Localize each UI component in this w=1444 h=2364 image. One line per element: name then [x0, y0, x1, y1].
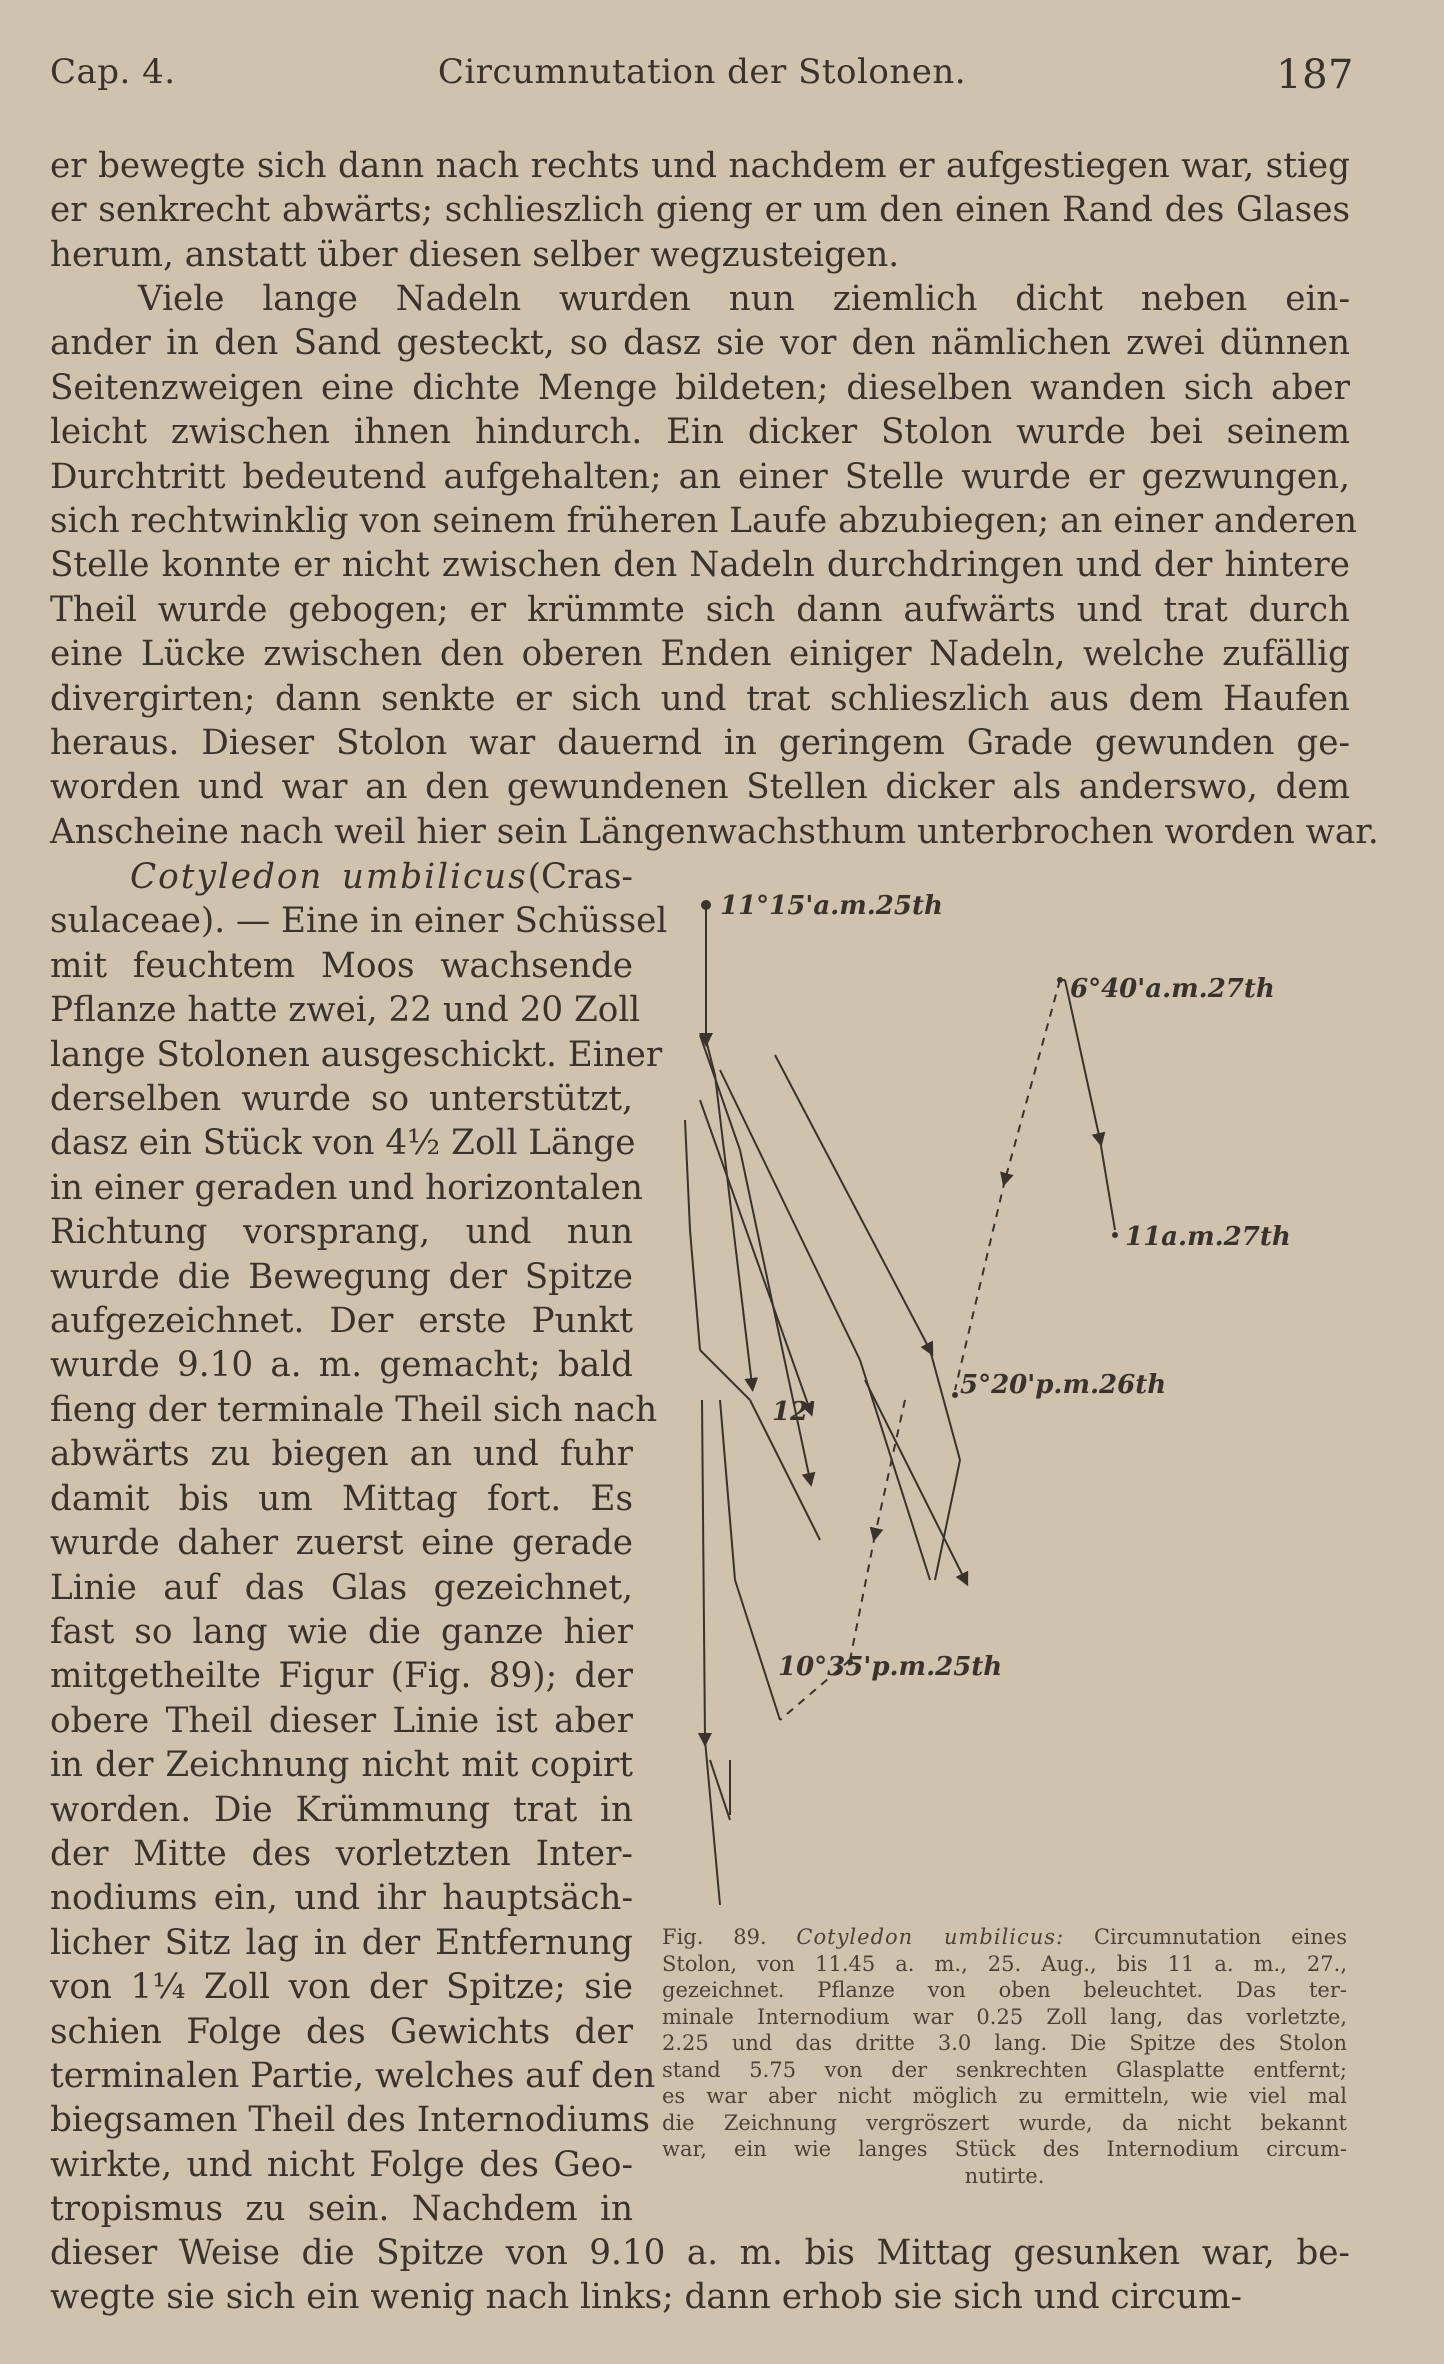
text-line: wirkte, und nicht Folge des Geo-: [50, 2144, 633, 2185]
text-line: dasz ein Stück von 4½ Zoll Länge: [50, 1123, 636, 1164]
text-line: worden und war an den gewundenen Stellen dicker als anderswo, dem: [50, 767, 1350, 808]
time-label: 11a.m.27th: [1125, 1222, 1291, 1252]
time-label: 12': [772, 1397, 817, 1427]
text-line: mitgetheilte Figur (Fig. 89); der: [50, 1656, 633, 1697]
time-label: 11°15'a.m.25th: [720, 891, 943, 921]
text-line: Durchtritt bedeutend aufgehalten; an einer Stelle wurde er gezwungen,: [50, 456, 1350, 497]
text-line: obere Theil dieser Linie ist aber: [50, 1700, 633, 1741]
caption-line: nutirte.: [964, 2163, 1045, 2188]
caption-line: gezeichnet. Pflanze von oben beleuchtet. Das ter-: [662, 1978, 1347, 2002]
text-fragment: Circumnutation eines: [1093, 1925, 1347, 1949]
time-label: 5°20'p.m.26th: [960, 1370, 1167, 1400]
text-fragment: (Cras-: [527, 857, 633, 897]
caption-line: die Zeichnung vergröszert wurde, da nicht bekannt: [662, 2110, 1347, 2135]
text-line: aufgezeichnet. Der erste Punkt: [50, 1301, 633, 1342]
text-line: wegte sie sich ein wenig nach links; dann erhob sie sich und circum-: [50, 2277, 1243, 2318]
text-line: licher Sitz lag in der Entfernung: [50, 1922, 633, 1963]
text-line: leicht zwischen ihnen hindurch. Ein dicker Stolon wurde bei seinem: [50, 412, 1350, 453]
text-line: wurde die Bewegung der Spitze: [50, 1256, 633, 1297]
page-number: 187: [1276, 52, 1354, 98]
caption-species: Cotyledon umbilicus:: [796, 1925, 1065, 1949]
text-line: heraus. Dieser Stolon war dauernd in geringem Grade gewunden ge-: [50, 723, 1350, 764]
text-line: Richtung vorsprang, und nun: [50, 1212, 633, 1253]
time-label: 6°40'a.m.27th: [1070, 974, 1275, 1004]
caption-line: Stolon, von 11.45 a. m., 25. Aug., bis 11 a. m., 27.,: [662, 1951, 1347, 1976]
text-line: fast so lang wie die ganze hier: [50, 1611, 633, 1652]
caption-line: [662, 1924, 1347, 1951]
paragraph-1: [50, 144, 1350, 277]
text-line: mit feuchtem Moos wachsende: [50, 945, 633, 986]
text-line: Stelle konnte er nicht zwischen den Nadeln durchdringen und der hintere: [50, 545, 1350, 586]
text-line: er senkrecht abwärts; schlieszlich gieng er um den einen Rand des Glases: [50, 190, 1350, 231]
caption-line: es war aber nicht möglich zu ermitteln, wie viel mal: [662, 2084, 1347, 2108]
running-header: [50, 52, 1354, 112]
paragraph-3-continuation: [50, 2231, 1350, 2320]
text-line: sich rechtwinklig von seinem früheren Laufe abzubiegen; an einer anderen: [50, 501, 1358, 542]
text-line: Linie auf das Glas gezeichnet,: [50, 1567, 633, 1608]
chapter-label: Cap. 4.: [50, 52, 176, 92]
time-label: 10°35'p.m.25th: [778, 1652, 1003, 1682]
text-line: eine Lücke zwischen den oberen Enden einiger Nadeln, welche zufällig: [50, 634, 1350, 675]
text-line: Seitenzweigen eine dichte Menge bildeten; dieselben wanden sich aber: [50, 367, 1350, 408]
text-line: in der Zeichnung nicht mit copirt: [50, 1745, 633, 1786]
text-line: derselben wurde so unterstützt,: [50, 1079, 633, 1120]
text-line: Anscheine nach weil hier sein Längenwachsthum unterbrochen worden war.: [50, 811, 1379, 852]
text-line: divergirten; dann senkte er sich und trat schlieszlich aus dem Haufen: [50, 678, 1350, 719]
text-line: damit bis um Mittag fort. Es: [50, 1478, 633, 1519]
caption-line: war, ein wie langes Stück des Internodium circum-: [662, 2137, 1347, 2161]
species-name: Cotyledon umbilicus: [130, 857, 528, 897]
text-line: worden. Die Krümmung trat in: [50, 1789, 633, 1830]
text-line: Viele lange Nadeln wurden nun ziemlich dicht neben ein-: [138, 279, 1350, 319]
text-line: nodiums ein, und ihr hauptsäch-: [50, 1878, 633, 1919]
text-line: herum, anstatt über diesen selber wegzusteigen.: [50, 234, 900, 275]
running-title: Circumnutation der Stolonen.: [437, 52, 967, 92]
text-line: wurde daher zuerst eine gerade: [50, 1523, 633, 1564]
text-line: Theil wurde gebogen; er krümmte sich dann aufwärts und trat durch: [50, 589, 1350, 630]
text-line: lange Stolonen ausgeschickt. Einer: [50, 1034, 663, 1075]
caption-line: stand 5.75 von der senkrechten Glasplatte entfernt;: [662, 2057, 1347, 2082]
text-line: abwärts zu biegen an und fuhr: [50, 1434, 633, 1475]
text-line: [50, 855, 633, 899]
text-line: fieng der terminale Theil sich nach: [50, 1389, 658, 1430]
caption-line: 2.25 und das dritte 3.0 lang. Die Spitze des Stolon: [662, 2031, 1347, 2055]
text-line: biegsamen Theil des Internodiums: [50, 2100, 650, 2141]
text-line: wurde 9.10 a. m. gemacht; bald: [50, 1345, 633, 1386]
paragraph-2: [50, 277, 1379, 854]
caption-line: minale Internodium war 0.25 Zoll lang, das vorletzte,: [662, 2004, 1347, 2029]
text-line: von 1¼ Zoll von der Spitze; sie: [50, 1967, 633, 2008]
figure-caption: [662, 1924, 1347, 2189]
paragraph-3-column: [50, 855, 668, 2232]
text-line: Pflanze hatte zwei, 22 und 20 Zoll: [50, 990, 641, 1031]
text-line: schien Folge des Gewichts der: [50, 2011, 633, 2052]
text-line: dieser Weise die Spitze von 9.10 a. m. bis Mittag gesunken war, be-: [50, 2233, 1350, 2273]
text-line: terminalen Partie, welches auf den: [50, 2055, 656, 2096]
text-line: der Mitte des vorletzten Inter-: [50, 1833, 633, 1874]
text-line: ander in den Sand gesteckt, so dasz sie vor den nämlichen zwei dünnen: [50, 323, 1350, 364]
figure-number: Fig. 89.: [662, 1925, 767, 1949]
text-line: er bewegte sich dann nach rechts und nachdem er aufgestiegen war, stieg: [50, 146, 1350, 186]
text-line: in einer geraden und horizontalen: [50, 1167, 643, 1208]
text-line: sulaceae). — Eine in einer Schüssel: [50, 901, 668, 942]
text-line: tropismus zu sein. Nachdem in: [50, 2189, 633, 2230]
circumnutation-figure: [660, 880, 1360, 1910]
